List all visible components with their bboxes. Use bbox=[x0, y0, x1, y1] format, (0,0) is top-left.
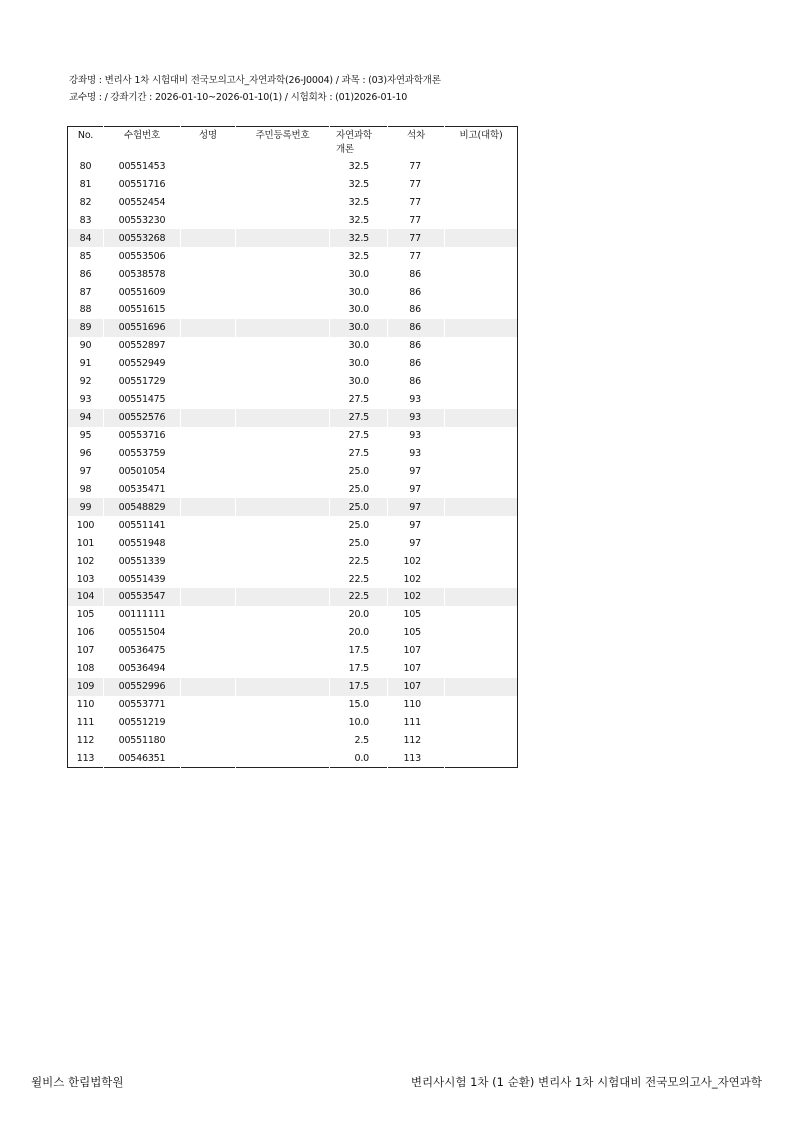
cell-exam-number: 00553759 bbox=[104, 445, 181, 463]
cell-no: 90 bbox=[79, 340, 92, 352]
table-row bbox=[68, 732, 518, 750]
cell-exam-number: 00551180 bbox=[104, 732, 181, 750]
cell-remarks bbox=[445, 265, 518, 283]
cell-rank: 97 bbox=[388, 516, 445, 534]
cell-score: 30.0 bbox=[330, 319, 388, 337]
cell-score: 27.5 bbox=[330, 391, 388, 409]
cell-no: 109 bbox=[68, 678, 104, 696]
cell-score: 25.0 bbox=[330, 462, 388, 480]
cell-no: 84 bbox=[68, 229, 104, 247]
cell-name bbox=[181, 337, 236, 355]
cell-name bbox=[181, 355, 236, 373]
cell-resident-id bbox=[236, 373, 330, 391]
cell-no: 103 bbox=[76, 573, 95, 585]
cell-score: 25.0 bbox=[330, 498, 388, 516]
cell-remarks bbox=[445, 211, 518, 229]
cell-no: 95 bbox=[79, 430, 92, 442]
cell-score: 32.5 bbox=[330, 229, 388, 247]
table-row bbox=[68, 175, 518, 193]
cell-resident-id bbox=[236, 588, 330, 606]
cell-score: 30.0 bbox=[330, 373, 388, 391]
cell-remarks bbox=[445, 552, 518, 570]
column-header-remarks: 비고(대학) bbox=[445, 127, 518, 158]
cell-no: 96 bbox=[79, 447, 92, 459]
cell-no: 111 bbox=[76, 717, 95, 729]
cell-name bbox=[181, 516, 236, 534]
cell-exam-number: 00552897 bbox=[104, 337, 181, 355]
cell-exam-number: 00553547 bbox=[104, 588, 181, 606]
cell-no: 89 bbox=[68, 319, 104, 337]
cell-remarks bbox=[445, 409, 518, 427]
cell-score: 25.0 bbox=[330, 534, 388, 552]
cell-score: 27.5 bbox=[330, 445, 388, 463]
cell-rank: 86 bbox=[388, 319, 445, 337]
table-row bbox=[68, 606, 518, 624]
cell-exam-number: 00553268 bbox=[104, 229, 181, 247]
cell-resident-id bbox=[236, 409, 330, 427]
cell-resident-id bbox=[236, 301, 330, 319]
cell-resident-id bbox=[236, 624, 330, 642]
cell-name bbox=[181, 229, 236, 247]
cell-score: 20.0 bbox=[330, 606, 388, 624]
cell-resident-id bbox=[236, 696, 330, 714]
cell-resident-id bbox=[236, 749, 330, 767]
cell-exam-number: 00536475 bbox=[104, 642, 181, 660]
cell-remarks bbox=[445, 175, 518, 193]
cell-rank: 113 bbox=[388, 749, 445, 767]
cell-no: 88 bbox=[79, 304, 92, 316]
cell-rank: 97 bbox=[388, 462, 445, 480]
cell-no: 93 bbox=[79, 394, 92, 406]
cell-rank: 77 bbox=[388, 229, 445, 247]
cell-score: 25.0 bbox=[330, 480, 388, 498]
cell-resident-id bbox=[236, 247, 330, 265]
cell-score: 15.0 bbox=[330, 696, 388, 714]
table-row bbox=[68, 445, 518, 463]
cell-no: 87 bbox=[79, 286, 92, 298]
cell-no: 100 bbox=[76, 519, 95, 531]
column-header-resident-id: 주민등록번호 bbox=[236, 127, 330, 158]
cell-remarks bbox=[445, 193, 518, 211]
table-row bbox=[68, 427, 518, 445]
cell-no: 107 bbox=[76, 645, 95, 657]
course-info-line: 강좌명 : 변리사 1차 시험대비 전국모의고사_자연과학(26-J0004) / 과목 : (03)자연과학개론 bbox=[69, 75, 441, 86]
cell-no: 85 bbox=[79, 250, 92, 262]
table-row bbox=[68, 283, 518, 301]
column-header-subject bbox=[330, 127, 388, 158]
cell-rank: 107 bbox=[388, 678, 445, 696]
cell-no: 110 bbox=[76, 699, 95, 711]
cell-remarks bbox=[445, 427, 518, 445]
cell-no: 106 bbox=[76, 627, 95, 639]
cell-name bbox=[181, 749, 236, 767]
cell-exam-number: 00553506 bbox=[104, 247, 181, 265]
cell-rank: 86 bbox=[388, 301, 445, 319]
cell-remarks bbox=[445, 749, 518, 767]
cell-no: 92 bbox=[79, 376, 92, 388]
cell-rank: 102 bbox=[388, 570, 445, 588]
cell-name bbox=[181, 175, 236, 193]
cell-exam-number: 00538578 bbox=[104, 265, 181, 283]
cell-resident-id bbox=[236, 355, 330, 373]
cell-rank: 107 bbox=[388, 660, 445, 678]
cell-name bbox=[181, 570, 236, 588]
cell-name bbox=[181, 498, 236, 516]
cell-remarks bbox=[445, 624, 518, 642]
cell-score: 30.0 bbox=[330, 283, 388, 301]
cell-score: 17.5 bbox=[330, 660, 388, 678]
cell-exam-number: 00551453 bbox=[104, 158, 181, 176]
table-row bbox=[68, 301, 518, 319]
cell-resident-id bbox=[236, 462, 330, 480]
cell-rank: 93 bbox=[388, 409, 445, 427]
cell-resident-id bbox=[236, 678, 330, 696]
cell-remarks bbox=[445, 319, 518, 337]
cell-remarks bbox=[445, 714, 518, 732]
cell-exam-number: 00551696 bbox=[104, 319, 181, 337]
cell-resident-id bbox=[236, 445, 330, 463]
table-row bbox=[68, 534, 518, 552]
cell-exam-number: 00553716 bbox=[104, 427, 181, 445]
cell-name bbox=[181, 696, 236, 714]
cell-exam-number: 00552996 bbox=[104, 678, 181, 696]
table-row bbox=[68, 409, 518, 427]
cell-name bbox=[181, 391, 236, 409]
cell-remarks bbox=[445, 301, 518, 319]
cell-name bbox=[181, 265, 236, 283]
cell-resident-id bbox=[236, 570, 330, 588]
cell-name bbox=[181, 732, 236, 750]
cell-rank: 77 bbox=[388, 193, 445, 211]
cell-exam-number: 00501054 bbox=[104, 462, 181, 480]
cell-name bbox=[181, 624, 236, 642]
column-header-subject-line2: 개론 bbox=[336, 144, 354, 155]
cell-remarks bbox=[445, 445, 518, 463]
cell-remarks bbox=[445, 516, 518, 534]
course-info-header bbox=[69, 72, 441, 106]
cell-name bbox=[181, 462, 236, 480]
cell-score: 17.5 bbox=[330, 678, 388, 696]
cell-exam-number: 00551609 bbox=[104, 283, 181, 301]
cell-score: 10.0 bbox=[330, 714, 388, 732]
cell-remarks bbox=[445, 247, 518, 265]
cell-name bbox=[181, 480, 236, 498]
cell-exam-number: 00551729 bbox=[104, 373, 181, 391]
cell-name bbox=[181, 373, 236, 391]
cell-rank: 86 bbox=[388, 265, 445, 283]
cell-resident-id bbox=[236, 732, 330, 750]
column-header-name: 성명 bbox=[181, 127, 236, 158]
table-row bbox=[68, 570, 518, 588]
cell-score: 22.5 bbox=[330, 570, 388, 588]
cell-name bbox=[181, 445, 236, 463]
cell-score: 17.5 bbox=[330, 642, 388, 660]
cell-no: 108 bbox=[76, 663, 95, 675]
cell-remarks bbox=[445, 732, 518, 750]
cell-rank: 77 bbox=[388, 175, 445, 193]
cell-no: 97 bbox=[79, 465, 92, 477]
cell-name bbox=[181, 552, 236, 570]
cell-rank: 111 bbox=[388, 714, 445, 732]
cell-resident-id bbox=[236, 427, 330, 445]
cell-resident-id bbox=[236, 175, 330, 193]
table-row bbox=[68, 462, 518, 480]
cell-no: 83 bbox=[79, 214, 92, 226]
cell-no: 104 bbox=[68, 588, 104, 606]
cell-name bbox=[181, 606, 236, 624]
cell-resident-id bbox=[236, 319, 330, 337]
table-row bbox=[68, 516, 518, 534]
cell-resident-id bbox=[236, 498, 330, 516]
cell-remarks bbox=[445, 696, 518, 714]
cell-name bbox=[181, 158, 236, 176]
table-row bbox=[68, 696, 518, 714]
table-header-row bbox=[68, 127, 518, 158]
table-row bbox=[68, 229, 518, 247]
cell-rank: 77 bbox=[388, 158, 445, 176]
cell-remarks bbox=[445, 660, 518, 678]
cell-score: 20.0 bbox=[330, 624, 388, 642]
cell-name bbox=[181, 319, 236, 337]
cell-name bbox=[181, 588, 236, 606]
cell-remarks bbox=[445, 337, 518, 355]
cell-name bbox=[181, 409, 236, 427]
table-row bbox=[68, 660, 518, 678]
cell-resident-id bbox=[236, 660, 330, 678]
cell-exam-number: 00551475 bbox=[104, 391, 181, 409]
cell-exam-number: 00548829 bbox=[104, 498, 181, 516]
professor-period-line: 교수명 : / 강좌기간 : 2026-01-10~2026-01-10(1) / 시험회차 : (01)2026-01-10 bbox=[69, 92, 408, 103]
cell-name bbox=[181, 678, 236, 696]
cell-score: 27.5 bbox=[330, 409, 388, 427]
cell-score: 22.5 bbox=[330, 552, 388, 570]
cell-resident-id bbox=[236, 229, 330, 247]
cell-rank: 97 bbox=[388, 534, 445, 552]
cell-remarks bbox=[445, 158, 518, 176]
cell-resident-id bbox=[236, 642, 330, 660]
table-row bbox=[68, 624, 518, 642]
cell-remarks bbox=[445, 373, 518, 391]
cell-name bbox=[181, 211, 236, 229]
cell-score: 22.5 bbox=[330, 588, 388, 606]
cell-no: 80 bbox=[79, 160, 92, 172]
cell-no: 91 bbox=[79, 358, 92, 370]
cell-rank: 112 bbox=[388, 732, 445, 750]
cell-no: 101 bbox=[76, 537, 95, 549]
table-row bbox=[68, 391, 518, 409]
cell-no: 98 bbox=[79, 483, 92, 495]
cell-rank: 97 bbox=[388, 498, 445, 516]
cell-remarks bbox=[445, 391, 518, 409]
cell-score: 0.0 bbox=[330, 749, 388, 767]
cell-resident-id bbox=[236, 552, 330, 570]
cell-name bbox=[181, 247, 236, 265]
cell-no: 86 bbox=[79, 268, 92, 280]
cell-remarks bbox=[445, 229, 518, 247]
footer-exam-title: 변리사시험 1차 (1 순환) 변리사 1차 시험대비 전국모의고사_자연과학 bbox=[410, 1075, 762, 1089]
cell-rank: 107 bbox=[388, 642, 445, 660]
cell-exam-number: 00553230 bbox=[104, 211, 181, 229]
cell-exam-number: 00535471 bbox=[104, 480, 181, 498]
cell-remarks bbox=[445, 498, 518, 516]
table-row bbox=[68, 552, 518, 570]
cell-resident-id bbox=[236, 283, 330, 301]
cell-exam-number: 00536494 bbox=[104, 660, 181, 678]
table-row bbox=[68, 158, 518, 176]
cell-score: 25.0 bbox=[330, 516, 388, 534]
column-header-rank: 석차 bbox=[388, 127, 445, 158]
score-ranking-table bbox=[67, 126, 518, 768]
cell-score: 32.5 bbox=[330, 175, 388, 193]
cell-resident-id bbox=[236, 714, 330, 732]
table-row bbox=[68, 588, 518, 606]
cell-exam-number: 00551439 bbox=[104, 570, 181, 588]
cell-remarks bbox=[445, 678, 518, 696]
cell-score: 27.5 bbox=[330, 427, 388, 445]
cell-rank: 105 bbox=[388, 624, 445, 642]
cell-no: 81 bbox=[79, 178, 92, 190]
table-row bbox=[68, 211, 518, 229]
column-header-no: No. bbox=[77, 130, 94, 141]
table-row bbox=[68, 480, 518, 498]
cell-no: 99 bbox=[68, 498, 104, 516]
cell-name bbox=[181, 660, 236, 678]
cell-score: 30.0 bbox=[330, 355, 388, 373]
cell-rank: 86 bbox=[388, 337, 445, 355]
table-row bbox=[68, 373, 518, 391]
cell-rank: 86 bbox=[388, 373, 445, 391]
column-header-subject-line1: 자연과학 bbox=[336, 130, 372, 141]
table-row bbox=[68, 265, 518, 283]
table-row bbox=[68, 749, 518, 767]
cell-remarks bbox=[445, 642, 518, 660]
cell-remarks bbox=[445, 462, 518, 480]
cell-no: 82 bbox=[79, 196, 92, 208]
cell-rank: 86 bbox=[388, 355, 445, 373]
cell-rank: 110 bbox=[388, 696, 445, 714]
cell-remarks bbox=[445, 283, 518, 301]
cell-remarks bbox=[445, 480, 518, 498]
cell-resident-id bbox=[236, 193, 330, 211]
cell-remarks bbox=[445, 534, 518, 552]
cell-resident-id bbox=[236, 158, 330, 176]
cell-no: 105 bbox=[76, 609, 95, 621]
table-row bbox=[68, 642, 518, 660]
cell-score: 30.0 bbox=[330, 301, 388, 319]
cell-exam-number: 00546351 bbox=[104, 749, 181, 767]
cell-exam-number: 00552576 bbox=[104, 409, 181, 427]
cell-rank: 93 bbox=[388, 391, 445, 409]
cell-score: 32.5 bbox=[330, 193, 388, 211]
cell-name bbox=[181, 193, 236, 211]
footer-academy-name: 윌비스 한림법학원 bbox=[31, 1075, 124, 1089]
table-row bbox=[68, 337, 518, 355]
column-header-exam-number: 수험번호 bbox=[104, 127, 181, 158]
cell-exam-number: 00551504 bbox=[104, 624, 181, 642]
table-row bbox=[68, 319, 518, 337]
cell-score: 32.5 bbox=[330, 247, 388, 265]
cell-exam-number: 00552454 bbox=[104, 193, 181, 211]
cell-resident-id bbox=[236, 516, 330, 534]
cell-name bbox=[181, 714, 236, 732]
cell-exam-number: 00551615 bbox=[104, 301, 181, 319]
cell-rank: 77 bbox=[388, 211, 445, 229]
cell-exam-number: 00553771 bbox=[104, 696, 181, 714]
cell-exam-number: 00551141 bbox=[104, 516, 181, 534]
cell-no: 102 bbox=[76, 555, 95, 567]
cell-rank: 93 bbox=[388, 445, 445, 463]
cell-score: 2.5 bbox=[330, 732, 388, 750]
cell-exam-number: 00552949 bbox=[104, 355, 181, 373]
cell-exam-number: 00551948 bbox=[104, 534, 181, 552]
cell-rank: 105 bbox=[388, 606, 445, 624]
cell-resident-id bbox=[236, 337, 330, 355]
cell-remarks bbox=[445, 355, 518, 373]
cell-rank: 86 bbox=[388, 283, 445, 301]
cell-name bbox=[181, 642, 236, 660]
cell-name bbox=[181, 427, 236, 445]
cell-remarks bbox=[445, 570, 518, 588]
cell-no: 112 bbox=[76, 734, 95, 746]
table-row bbox=[68, 193, 518, 211]
cell-rank: 93 bbox=[388, 427, 445, 445]
cell-remarks bbox=[445, 606, 518, 624]
cell-rank: 102 bbox=[388, 552, 445, 570]
cell-remarks bbox=[445, 588, 518, 606]
table-body bbox=[68, 158, 518, 768]
cell-resident-id bbox=[236, 606, 330, 624]
cell-name bbox=[181, 283, 236, 301]
cell-no: 94 bbox=[68, 409, 104, 427]
cell-name bbox=[181, 534, 236, 552]
cell-score: 32.5 bbox=[330, 211, 388, 229]
cell-resident-id bbox=[236, 480, 330, 498]
table-row bbox=[68, 678, 518, 696]
cell-exam-number: 00111111 bbox=[104, 606, 181, 624]
table-row bbox=[68, 714, 518, 732]
cell-rank: 77 bbox=[388, 247, 445, 265]
cell-score: 30.0 bbox=[330, 265, 388, 283]
table-row bbox=[68, 498, 518, 516]
table-row bbox=[68, 247, 518, 265]
cell-exam-number: 00551716 bbox=[104, 175, 181, 193]
cell-score: 32.5 bbox=[330, 158, 388, 176]
cell-resident-id bbox=[236, 211, 330, 229]
cell-name bbox=[181, 301, 236, 319]
cell-no: 113 bbox=[76, 752, 95, 764]
cell-resident-id bbox=[236, 391, 330, 409]
cell-resident-id bbox=[236, 265, 330, 283]
cell-exam-number: 00551339 bbox=[104, 552, 181, 570]
cell-resident-id bbox=[236, 534, 330, 552]
cell-exam-number: 00551219 bbox=[104, 714, 181, 732]
cell-rank: 102 bbox=[388, 588, 445, 606]
cell-score: 30.0 bbox=[330, 337, 388, 355]
cell-rank: 97 bbox=[388, 480, 445, 498]
table-row bbox=[68, 355, 518, 373]
